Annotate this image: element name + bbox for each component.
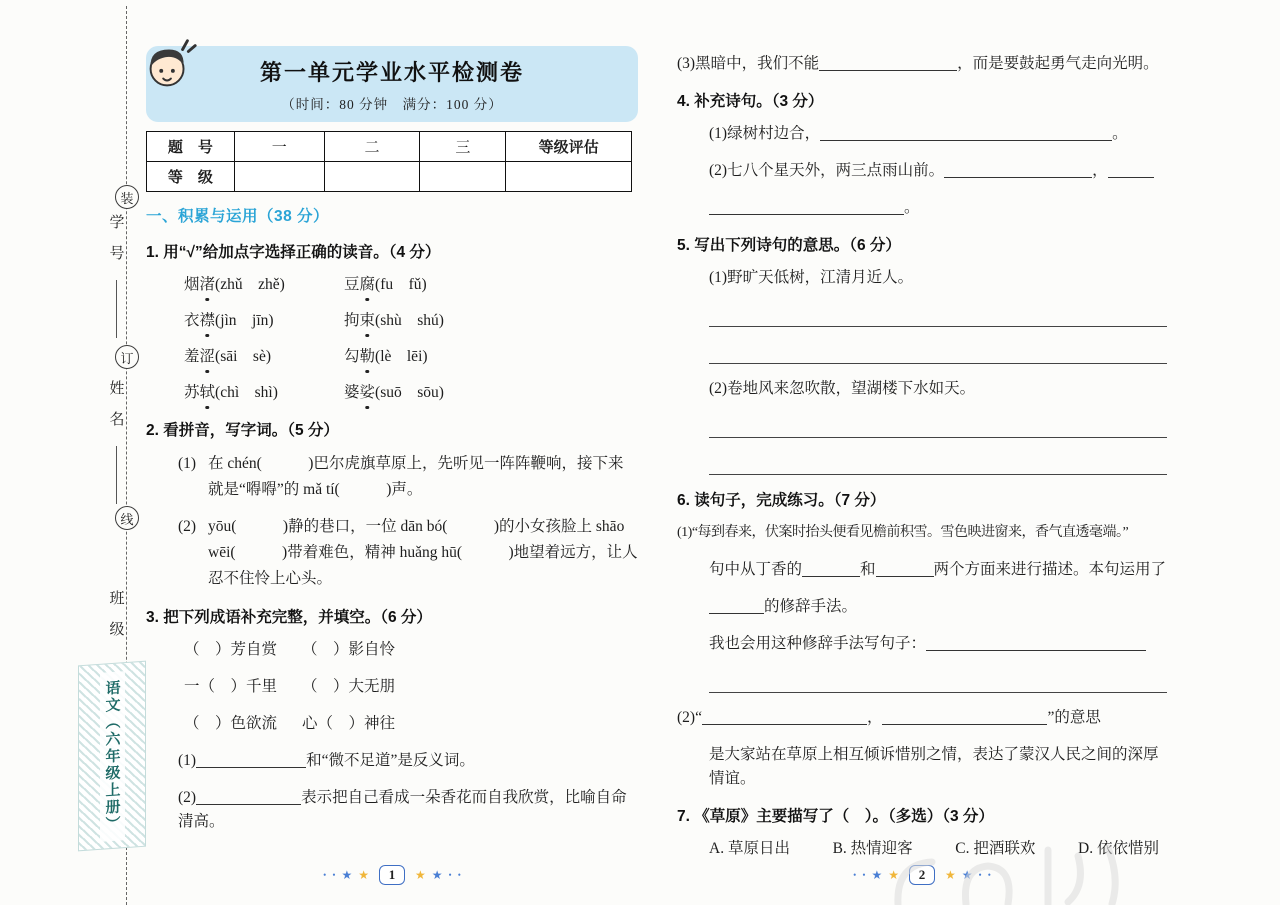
score-table-grade-row [147, 162, 632, 192]
paper-title: 第一单元学业水平检测卷 [259, 59, 524, 85]
q1-pinyin: (lè lēi) [375, 348, 428, 365]
q3-idiom[interactable]: （ ）大无朋 [302, 678, 396, 695]
q5-part1-answer-line[interactable] [709, 303, 1167, 327]
q1-word: 苏 [184, 384, 200, 401]
q1-item[interactable] [184, 345, 344, 369]
q1-pinyin: (chì shì) [215, 384, 278, 401]
q5-part1-answer-line[interactable] [709, 340, 1167, 364]
q6-part1-answer-line[interactable] [709, 669, 1167, 693]
grade-cell-three[interactable] [420, 162, 506, 192]
q4-line-3-blank[interactable] [709, 198, 904, 215]
q3-fill-2-number: (2) [178, 789, 197, 806]
star-icon: ★ [415, 868, 426, 882]
page-1 [146, 46, 638, 847]
q3-stem: 3. 把下列成语补充完整，并填空。（6 分） [146, 609, 432, 626]
q3-idiom[interactable]: （ ）影自怜 [302, 641, 396, 658]
q4-line-2-text: (2)七八个星天外，两三点雨山前。 [709, 162, 945, 179]
dot-icon: • [978, 869, 982, 880]
binding-char-xian [115, 506, 139, 530]
q1-word-grid [184, 273, 638, 405]
q3-part3-text-post: ，而是要鼓起勇气走向光明。 [957, 55, 1159, 72]
q1-word: 衣 [184, 312, 200, 329]
score-col-three: 三 [420, 132, 506, 162]
q1-dotted-char: 襟 [200, 309, 216, 333]
dot-icon: • [853, 869, 857, 880]
binding-char-text: 装 [120, 190, 134, 206]
q6-part1-text-d: 的修辞手法。 [764, 598, 858, 615]
dot-icon: • [448, 869, 452, 880]
binding-char-ding [115, 345, 139, 369]
q4-line-2-blank-b[interactable] [1108, 161, 1154, 178]
q2-part2-number: (2) [178, 518, 197, 535]
watermark [880, 838, 1140, 905]
q6-part1-line-4 [677, 632, 1167, 656]
q6-part1-text-a: 句中从丁香的 [709, 561, 803, 578]
grade-cell-two[interactable] [324, 162, 420, 192]
student-id-write-line[interactable] [116, 280, 117, 338]
q1-stem: 1. 用“√”给加点字选择正确的读音。（4 分） [146, 244, 441, 261]
q1-word: 拘 [344, 312, 360, 329]
page-number-badge: 1 [379, 865, 405, 885]
q3-part3 [677, 52, 1167, 76]
binding-char-text: 线 [120, 511, 134, 527]
q6-part1-quote: (1)“每到春来，伏案时抬头便看见檐前积雪。雪色映进窗来，香气直透毫端。” [677, 525, 1129, 540]
q2-part2 [178, 514, 638, 592]
score-col-one: 一 [234, 132, 324, 162]
star-icon: ★ [358, 868, 369, 882]
q3-idiom[interactable]: 一（ ）千里 [184, 678, 278, 695]
q7-option-b[interactable]: B. 热情迎客 [832, 840, 913, 857]
q3-idiom-grid [184, 638, 638, 736]
q1-pinyin: (zhǔ zhě) [215, 276, 285, 293]
score-col-two: 二 [324, 132, 420, 162]
student-name-write-line[interactable] [116, 446, 117, 504]
binding-char-zhuang [115, 185, 139, 209]
q6-part1-blank-d[interactable] [926, 634, 1146, 651]
q6-part1-line-3 [677, 595, 1167, 619]
q3-idiom[interactable]: （ ）色欲流 [184, 715, 278, 732]
q2-part2-text[interactable]: yōu( )静的巷口，一位 dān bó( )的小女孩脸上 shāo wēi( )带着难色，精神 huǎng hū( )地望着远方，让人忍不住怜上心头。 [208, 518, 638, 587]
q6-part1-text-c: 两个方面来进行描述。本句运用了 [933, 561, 1167, 578]
star-icon: ★ [431, 868, 443, 882]
page-number-badge: 2 [909, 865, 935, 885]
q2-part1-text[interactable]: 在 chén( )巴尔虎旗草原上，先听见一阵阵鞭响，接下来就是“嘚嘚”的 mǎ tí( )声。 [208, 455, 624, 498]
score-col-eval: 等级评估 [506, 132, 632, 162]
star-icon: ★ [341, 868, 353, 882]
q1-dotted-char: 勒 [360, 345, 376, 369]
q4-line-2-comma: ， [1092, 162, 1108, 179]
q1-item[interactable] [344, 381, 638, 405]
q5-part2-verse: (2)卷地风来忽吹散，望湖楼下水如天。 [709, 380, 976, 397]
student-id-label: 学号 [107, 214, 125, 276]
q1-item[interactable] [344, 309, 638, 333]
paper-title-card [146, 46, 638, 122]
q1-word: 羞 [184, 348, 200, 365]
score-col-question: 题 号 [147, 132, 235, 162]
q3-fill-2 [146, 786, 638, 834]
q4-line-2 [677, 159, 1167, 183]
q2-part1 [178, 451, 638, 503]
q6-part2-comma: ， [866, 709, 883, 726]
q1-item[interactable] [184, 273, 344, 297]
score-table-header-row [147, 132, 632, 162]
q1-item[interactable] [184, 381, 344, 405]
q1-item[interactable] [344, 345, 638, 369]
paper-subtitle: （时间：80 分钟 满分：100 分） [281, 96, 503, 112]
q3-fill-1-number: (1) [178, 752, 197, 769]
q6-part1-text-e: 我也会用这种修辞手法写句子： [709, 635, 927, 652]
q1-item[interactable] [184, 309, 344, 333]
q7-option-c[interactable]: C. 把酒联欢 [955, 840, 1036, 857]
q6-part2-blank-b[interactable] [882, 708, 1047, 725]
q3-fill-2-blank[interactable] [196, 788, 301, 805]
student-name-label: 姓名 [107, 380, 125, 442]
q6-part1-blank-c[interactable] [709, 597, 764, 614]
q1-dotted-char: 渚 [200, 273, 216, 297]
q7-option-a[interactable]: A. 草原日出 [709, 840, 790, 857]
q6-part2-line-2: 是大家站在草原上相互倾诉惜别之情，表达了蒙汉人民之间的深厚情谊。 [709, 746, 1159, 787]
binding-char-text: 订 [120, 350, 134, 366]
dot-icon: • [862, 869, 866, 880]
q6-part2-open: (2)“ [677, 709, 702, 726]
q3-part3-blank[interactable] [819, 54, 957, 71]
q5-part1-verse: (1)野旷天低树，江清月近人。 [709, 269, 914, 286]
q6-part1-blank-b[interactable] [876, 560, 934, 577]
q5-stem: 5. 写出下列诗句的意思。（6 分） [677, 237, 901, 254]
dot-icon: • [457, 869, 461, 880]
q7-option-d[interactable]: D. 依依惜别 [1078, 840, 1159, 857]
q2-stem: 2. 看拼音，写字词。（5 分） [146, 422, 339, 439]
grade-cell-one[interactable] [234, 162, 324, 192]
q1-item[interactable] [344, 273, 638, 297]
book-tag-label: 语文（六年级上册） [100, 671, 125, 842]
q6-part1-line-2 [677, 558, 1167, 582]
q3-fill-1-blank[interactable] [196, 751, 306, 768]
q1-pinyin: (fu fǔ) [375, 276, 427, 293]
q4-line-1-period: 。 [1112, 125, 1128, 142]
grade-row-label: 等 级 [147, 162, 235, 192]
q3-idiom[interactable]: 心（ ）神往 [302, 715, 396, 732]
q6-part2-line-1 [677, 706, 1167, 730]
q1-dotted-char: 轼 [200, 381, 216, 405]
q3-part3-text-pre: (3)黑暗中，我们不能 [677, 55, 820, 72]
q1-pinyin: (shù shú) [375, 312, 444, 329]
page-1-footer [146, 865, 638, 885]
q1-dotted-char: 束 [360, 309, 376, 333]
q4-line-2-blank-a[interactable] [944, 161, 1092, 178]
q1-dotted-char: 娑 [360, 381, 376, 405]
q1-pinyin: (jìn jīn) [215, 312, 274, 329]
class-label: 班级 [107, 590, 125, 652]
star-icon: ★ [871, 868, 883, 882]
book-tag [78, 661, 146, 852]
q1-word: 烟 [184, 276, 200, 293]
q6-stem: 6. 读句子，完成练习。（7 分） [677, 492, 886, 509]
q6-part1-blank-a[interactable] [802, 560, 860, 577]
q4-line-3 [677, 196, 1167, 220]
q5-part2-answer-line[interactable] [709, 414, 1167, 438]
q7-stem: 7. 《草原》主要描写了（ ）。（多选）（3 分） [677, 808, 994, 825]
q1-dotted-char: 腐 [360, 273, 376, 297]
mascot-icon [138, 34, 200, 96]
grade-cell-eval[interactable] [506, 162, 632, 192]
q6-part1-text-b: 和 [860, 561, 876, 578]
q3-idiom[interactable]: （ ）芳自赏 [184, 641, 278, 658]
q1-pinyin: (sāi sè) [215, 348, 271, 365]
star-icon: ★ [945, 868, 956, 882]
q3-fill-1-text: 和“微不足道”是反义词。 [306, 752, 475, 769]
q4-line-1-blank[interactable] [820, 124, 1112, 141]
score-table [146, 131, 632, 192]
q4-line-1-text: (1)绿树村边合， [709, 125, 821, 142]
q5-part2-answer-line[interactable] [709, 451, 1167, 475]
q2-part1-number: (1) [178, 455, 197, 472]
q4-line-3-period: 。 [904, 199, 920, 216]
dot-icon: • [987, 869, 991, 880]
q1-word: 勾 [344, 348, 360, 365]
dot-icon: • [332, 869, 336, 880]
q4-line-1 [677, 122, 1167, 146]
section-1-heading: 一、积累与运用（38 分） [146, 208, 330, 225]
q1-word: 豆 [344, 276, 360, 293]
q3-fill-2-text: 表示把自己看成一朵香花而自我欣赏，比喻自命清高。 [178, 789, 627, 830]
q1-pinyin: (suō sōu) [375, 384, 444, 401]
q3-fill-1 [146, 749, 638, 773]
q1-dotted-char: 涩 [200, 345, 216, 369]
star-icon: ★ [888, 868, 899, 882]
q6-part2-blank-a[interactable] [702, 708, 867, 725]
star-icon: ★ [961, 868, 973, 882]
dot-icon: • [323, 869, 327, 880]
q6-part2-close: ”的意思 [1047, 709, 1101, 726]
q1-word: 婆 [344, 384, 360, 401]
q4-stem: 4. 补充诗句。（3 分） [677, 93, 824, 110]
page-2 [677, 52, 1167, 874]
